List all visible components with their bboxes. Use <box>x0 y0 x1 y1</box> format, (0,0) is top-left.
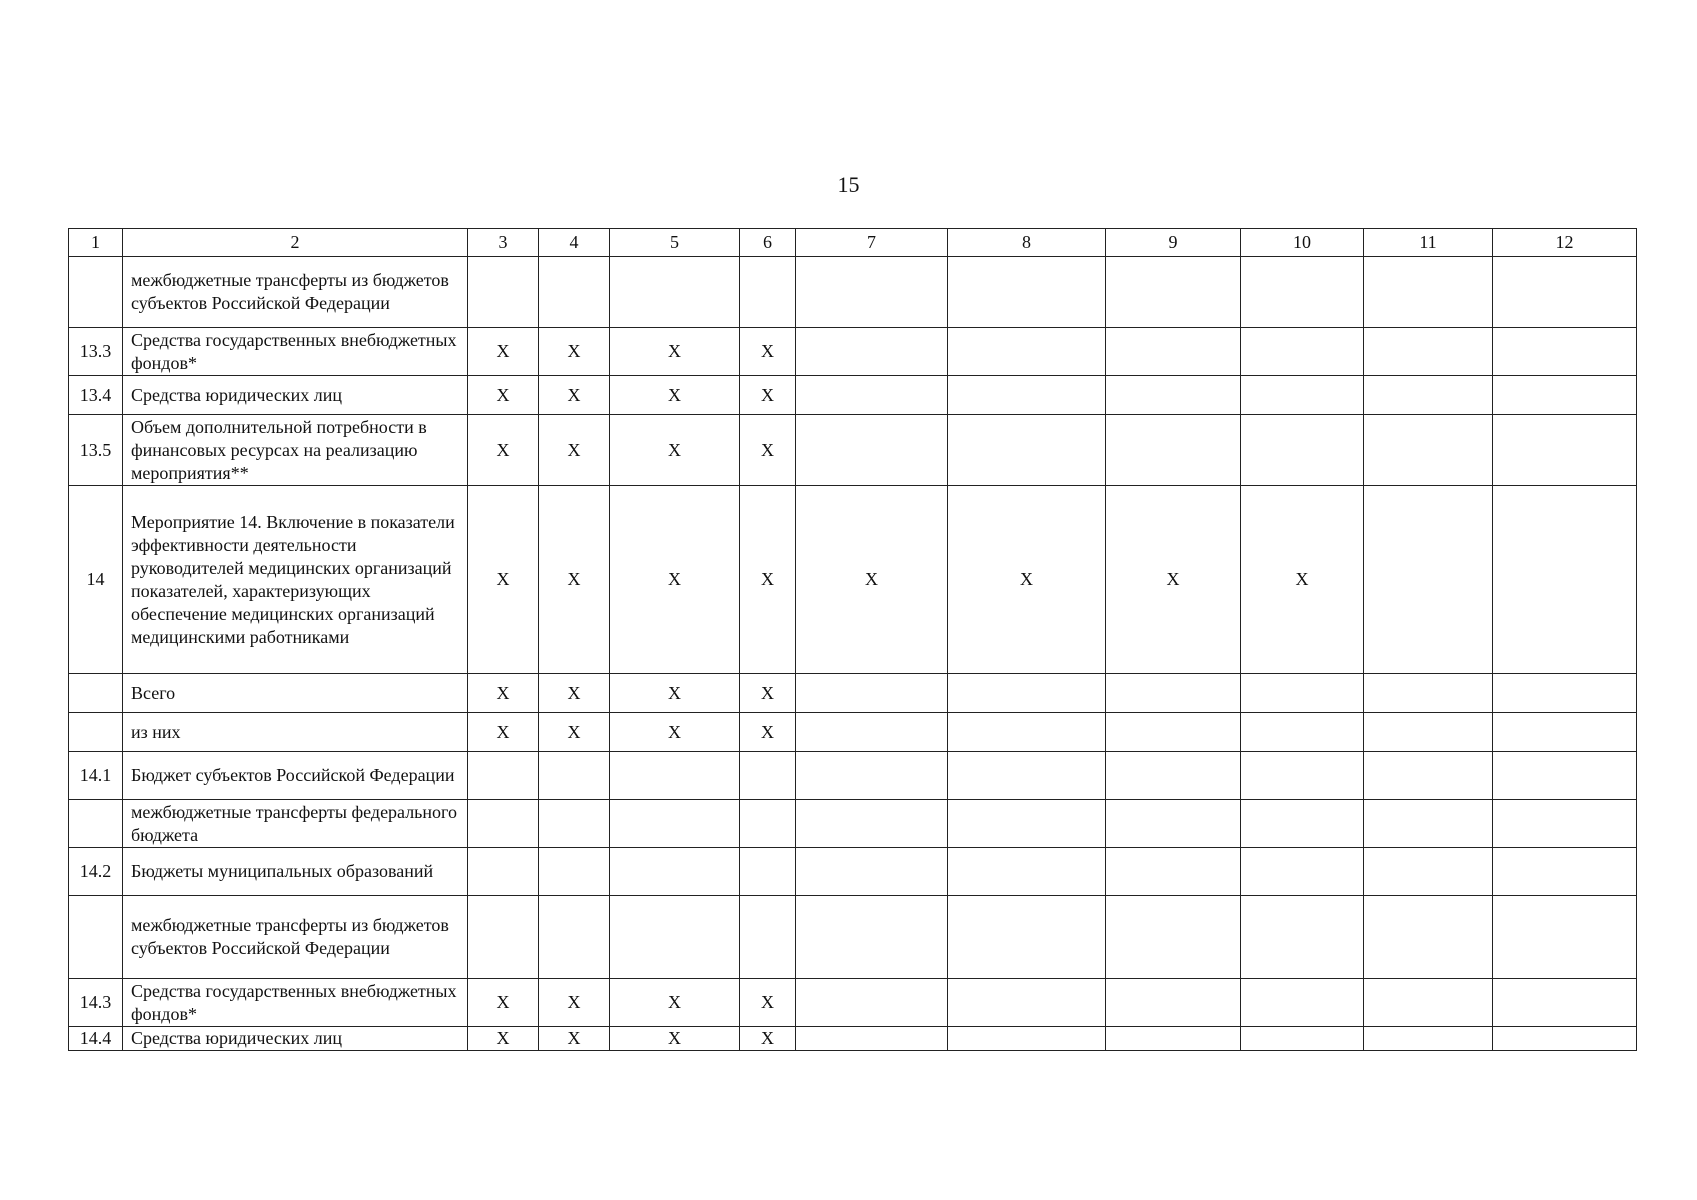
table-cell <box>1106 713 1241 752</box>
row-label: Средства юридических лиц <box>123 1027 468 1051</box>
table-cell <box>1364 1027 1493 1051</box>
column-header: 4 <box>539 229 610 257</box>
table-cell <box>610 848 740 896</box>
table-cell <box>796 1027 948 1051</box>
table-cell <box>1364 979 1493 1027</box>
table-cell <box>1241 752 1364 800</box>
data-table <box>68 228 1637 1051</box>
table-cell <box>1364 848 1493 896</box>
table-cell: X <box>1106 486 1241 674</box>
table-cell <box>796 800 948 848</box>
table-cell <box>796 896 948 979</box>
table-cell <box>468 257 539 328</box>
table-cell <box>1106 674 1241 713</box>
table-cell: X <box>468 674 539 713</box>
table-cell <box>1493 800 1637 848</box>
table-cell <box>948 800 1106 848</box>
table-row <box>69 1027 1637 1051</box>
table-cell: X <box>610 486 740 674</box>
table-cell <box>948 257 1106 328</box>
row-number: 13.5 <box>69 415 123 486</box>
table-cell <box>1493 979 1637 1027</box>
row-number: 13.4 <box>69 376 123 415</box>
table-cell <box>1493 257 1637 328</box>
table-cell <box>1364 800 1493 848</box>
table-cell <box>948 752 1106 800</box>
table-cell <box>1241 979 1364 1027</box>
row-label: Мероприятие 14. Включение в показатели эффективности деятельности руководителей медицинских организаций показателей, характеризующих обеспечение медицинских организаций медицинскими работниками <box>123 486 468 674</box>
table-row <box>69 328 1637 376</box>
table-cell: X <box>948 486 1106 674</box>
column-header: 10 <box>1241 229 1364 257</box>
table-cell: X <box>539 376 610 415</box>
table-cell <box>1106 848 1241 896</box>
table-cell <box>1241 328 1364 376</box>
table-cell: X <box>610 713 740 752</box>
table-cell <box>468 800 539 848</box>
table-cell: X <box>740 376 796 415</box>
table-cell <box>948 979 1106 1027</box>
table-cell <box>610 800 740 848</box>
table-cell <box>1364 257 1493 328</box>
row-number: 14 <box>69 486 123 674</box>
table-cell: X <box>796 486 948 674</box>
table-cell: X <box>468 376 539 415</box>
table-cell <box>740 800 796 848</box>
table-cell <box>948 1027 1106 1051</box>
table-cell <box>1493 328 1637 376</box>
table-row <box>69 896 1637 979</box>
table-cell: X <box>610 328 740 376</box>
table-cell: X <box>539 486 610 674</box>
table-cell <box>1241 674 1364 713</box>
table-cell <box>796 979 948 1027</box>
table-cell <box>796 752 948 800</box>
table-cell <box>1106 800 1241 848</box>
table-cell <box>1106 257 1241 328</box>
table-cell <box>1106 415 1241 486</box>
row-label: Бюджеты муниципальных образований <box>123 848 468 896</box>
row-label: из них <box>123 713 468 752</box>
column-header: 6 <box>740 229 796 257</box>
table-cell: X <box>740 674 796 713</box>
table-cell: X <box>610 376 740 415</box>
table-cell: X <box>468 486 539 674</box>
table-cell <box>1493 415 1637 486</box>
table-cell <box>1493 376 1637 415</box>
table-cell <box>1241 800 1364 848</box>
table-cell <box>796 848 948 896</box>
table-row <box>69 800 1637 848</box>
table-cell <box>1493 752 1637 800</box>
table-cell <box>1106 1027 1241 1051</box>
column-header: 9 <box>1106 229 1241 257</box>
column-header: 11 <box>1364 229 1493 257</box>
table-cell <box>1364 328 1493 376</box>
table-cell <box>740 848 796 896</box>
table-cell <box>1241 713 1364 752</box>
row-number <box>69 896 123 979</box>
table-row <box>69 848 1637 896</box>
table-cell <box>948 896 1106 979</box>
table-cell <box>468 848 539 896</box>
table-row <box>69 257 1637 328</box>
row-number: 14.4 <box>69 1027 123 1051</box>
table-body <box>69 257 1637 1051</box>
table-cell: X <box>539 713 610 752</box>
table-cell: X <box>539 415 610 486</box>
table-cell: X <box>539 979 610 1027</box>
table-cell <box>539 800 610 848</box>
table-cell: X <box>1241 486 1364 674</box>
table-cell <box>539 752 610 800</box>
table-cell <box>948 376 1106 415</box>
table-cell <box>1364 896 1493 979</box>
table-row <box>69 752 1637 800</box>
table-cell <box>1364 674 1493 713</box>
table-cell <box>948 415 1106 486</box>
table-cell: X <box>468 415 539 486</box>
row-number: 14.3 <box>69 979 123 1027</box>
table-header-row <box>69 229 1637 257</box>
table-cell: X <box>468 979 539 1027</box>
table-row <box>69 674 1637 713</box>
table-cell <box>948 848 1106 896</box>
table-cell: X <box>610 674 740 713</box>
table-cell: X <box>740 328 796 376</box>
table-cell: X <box>539 1027 610 1051</box>
row-number: 14.1 <box>69 752 123 800</box>
table-cell <box>1364 415 1493 486</box>
table-cell: X <box>740 486 796 674</box>
table-cell <box>796 415 948 486</box>
table-cell <box>796 674 948 713</box>
table-cell <box>1493 848 1637 896</box>
table-cell: X <box>740 713 796 752</box>
table-cell: X <box>610 415 740 486</box>
table-cell <box>1493 486 1637 674</box>
table-cell: X <box>539 674 610 713</box>
row-label: Бюджет субъектов Российской Федерации <box>123 752 468 800</box>
column-header: 2 <box>123 229 468 257</box>
table-cell <box>1241 257 1364 328</box>
table-cell <box>1364 752 1493 800</box>
table-cell: X <box>468 713 539 752</box>
table-cell <box>610 257 740 328</box>
page-number: 15 <box>837 172 860 197</box>
table-row <box>69 415 1637 486</box>
table-cell <box>468 752 539 800</box>
table-cell <box>796 713 948 752</box>
table-cell <box>1106 896 1241 979</box>
table-cell <box>1106 328 1241 376</box>
table-cell: X <box>468 328 539 376</box>
column-header: 1 <box>69 229 123 257</box>
table-cell <box>948 328 1106 376</box>
table-cell <box>740 257 796 328</box>
table-cell <box>1364 486 1493 674</box>
table-cell <box>1106 979 1241 1027</box>
table-cell: X <box>610 1027 740 1051</box>
row-label: межбюджетные трансферты из бюджетов субъектов Российской Федерации <box>123 257 468 328</box>
row-label: Средства государственных внебюджетных фондов* <box>123 328 468 376</box>
table-cell <box>539 896 610 979</box>
table-cell: X <box>740 979 796 1027</box>
row-number <box>69 800 123 848</box>
table-cell <box>1364 376 1493 415</box>
row-label: Всего <box>123 674 468 713</box>
table-cell <box>948 674 1106 713</box>
table-cell: X <box>539 328 610 376</box>
table-cell <box>796 328 948 376</box>
table-cell <box>1493 896 1637 979</box>
table-cell <box>1493 713 1637 752</box>
column-header: 12 <box>1493 229 1637 257</box>
row-number <box>69 713 123 752</box>
table-cell <box>539 848 610 896</box>
column-header: 8 <box>948 229 1106 257</box>
row-number <box>69 257 123 328</box>
table-cell <box>1364 713 1493 752</box>
table-cell: X <box>610 979 740 1027</box>
table-cell <box>1241 848 1364 896</box>
table-cell <box>1106 752 1241 800</box>
table-cell: X <box>740 415 796 486</box>
row-label: межбюджетные трансферты из бюджетов субъектов Российской Федерации <box>123 896 468 979</box>
table-cell <box>1241 1027 1364 1051</box>
table-cell <box>1493 1027 1637 1051</box>
row-number: 14.2 <box>69 848 123 896</box>
table-cell <box>539 257 610 328</box>
row-number: 13.3 <box>69 328 123 376</box>
table-cell <box>796 257 948 328</box>
column-header: 5 <box>610 229 740 257</box>
table-cell <box>468 896 539 979</box>
table-cell: X <box>468 1027 539 1051</box>
table-cell <box>796 376 948 415</box>
table-row <box>69 713 1637 752</box>
table-row <box>69 486 1637 674</box>
table-cell <box>1493 674 1637 713</box>
table-cell <box>1241 376 1364 415</box>
table-cell <box>740 752 796 800</box>
table-cell <box>948 713 1106 752</box>
table-cell <box>1106 376 1241 415</box>
column-header: 7 <box>796 229 948 257</box>
table-cell <box>1241 896 1364 979</box>
table-row <box>69 979 1637 1027</box>
table-row <box>69 376 1637 415</box>
table-cell <box>610 896 740 979</box>
table-cell: X <box>740 1027 796 1051</box>
row-label: Средства государственных внебюджетных фондов* <box>123 979 468 1027</box>
row-label: межбюджетные трансферты федерального бюджета <box>123 800 468 848</box>
row-label: Объем дополнительной потребности в финансовых ресурсах на реализацию мероприятия** <box>123 415 468 486</box>
table-cell <box>610 752 740 800</box>
table-cell <box>740 896 796 979</box>
row-number <box>69 674 123 713</box>
column-header: 3 <box>468 229 539 257</box>
table-cell <box>1241 415 1364 486</box>
row-label: Средства юридических лиц <box>123 376 468 415</box>
